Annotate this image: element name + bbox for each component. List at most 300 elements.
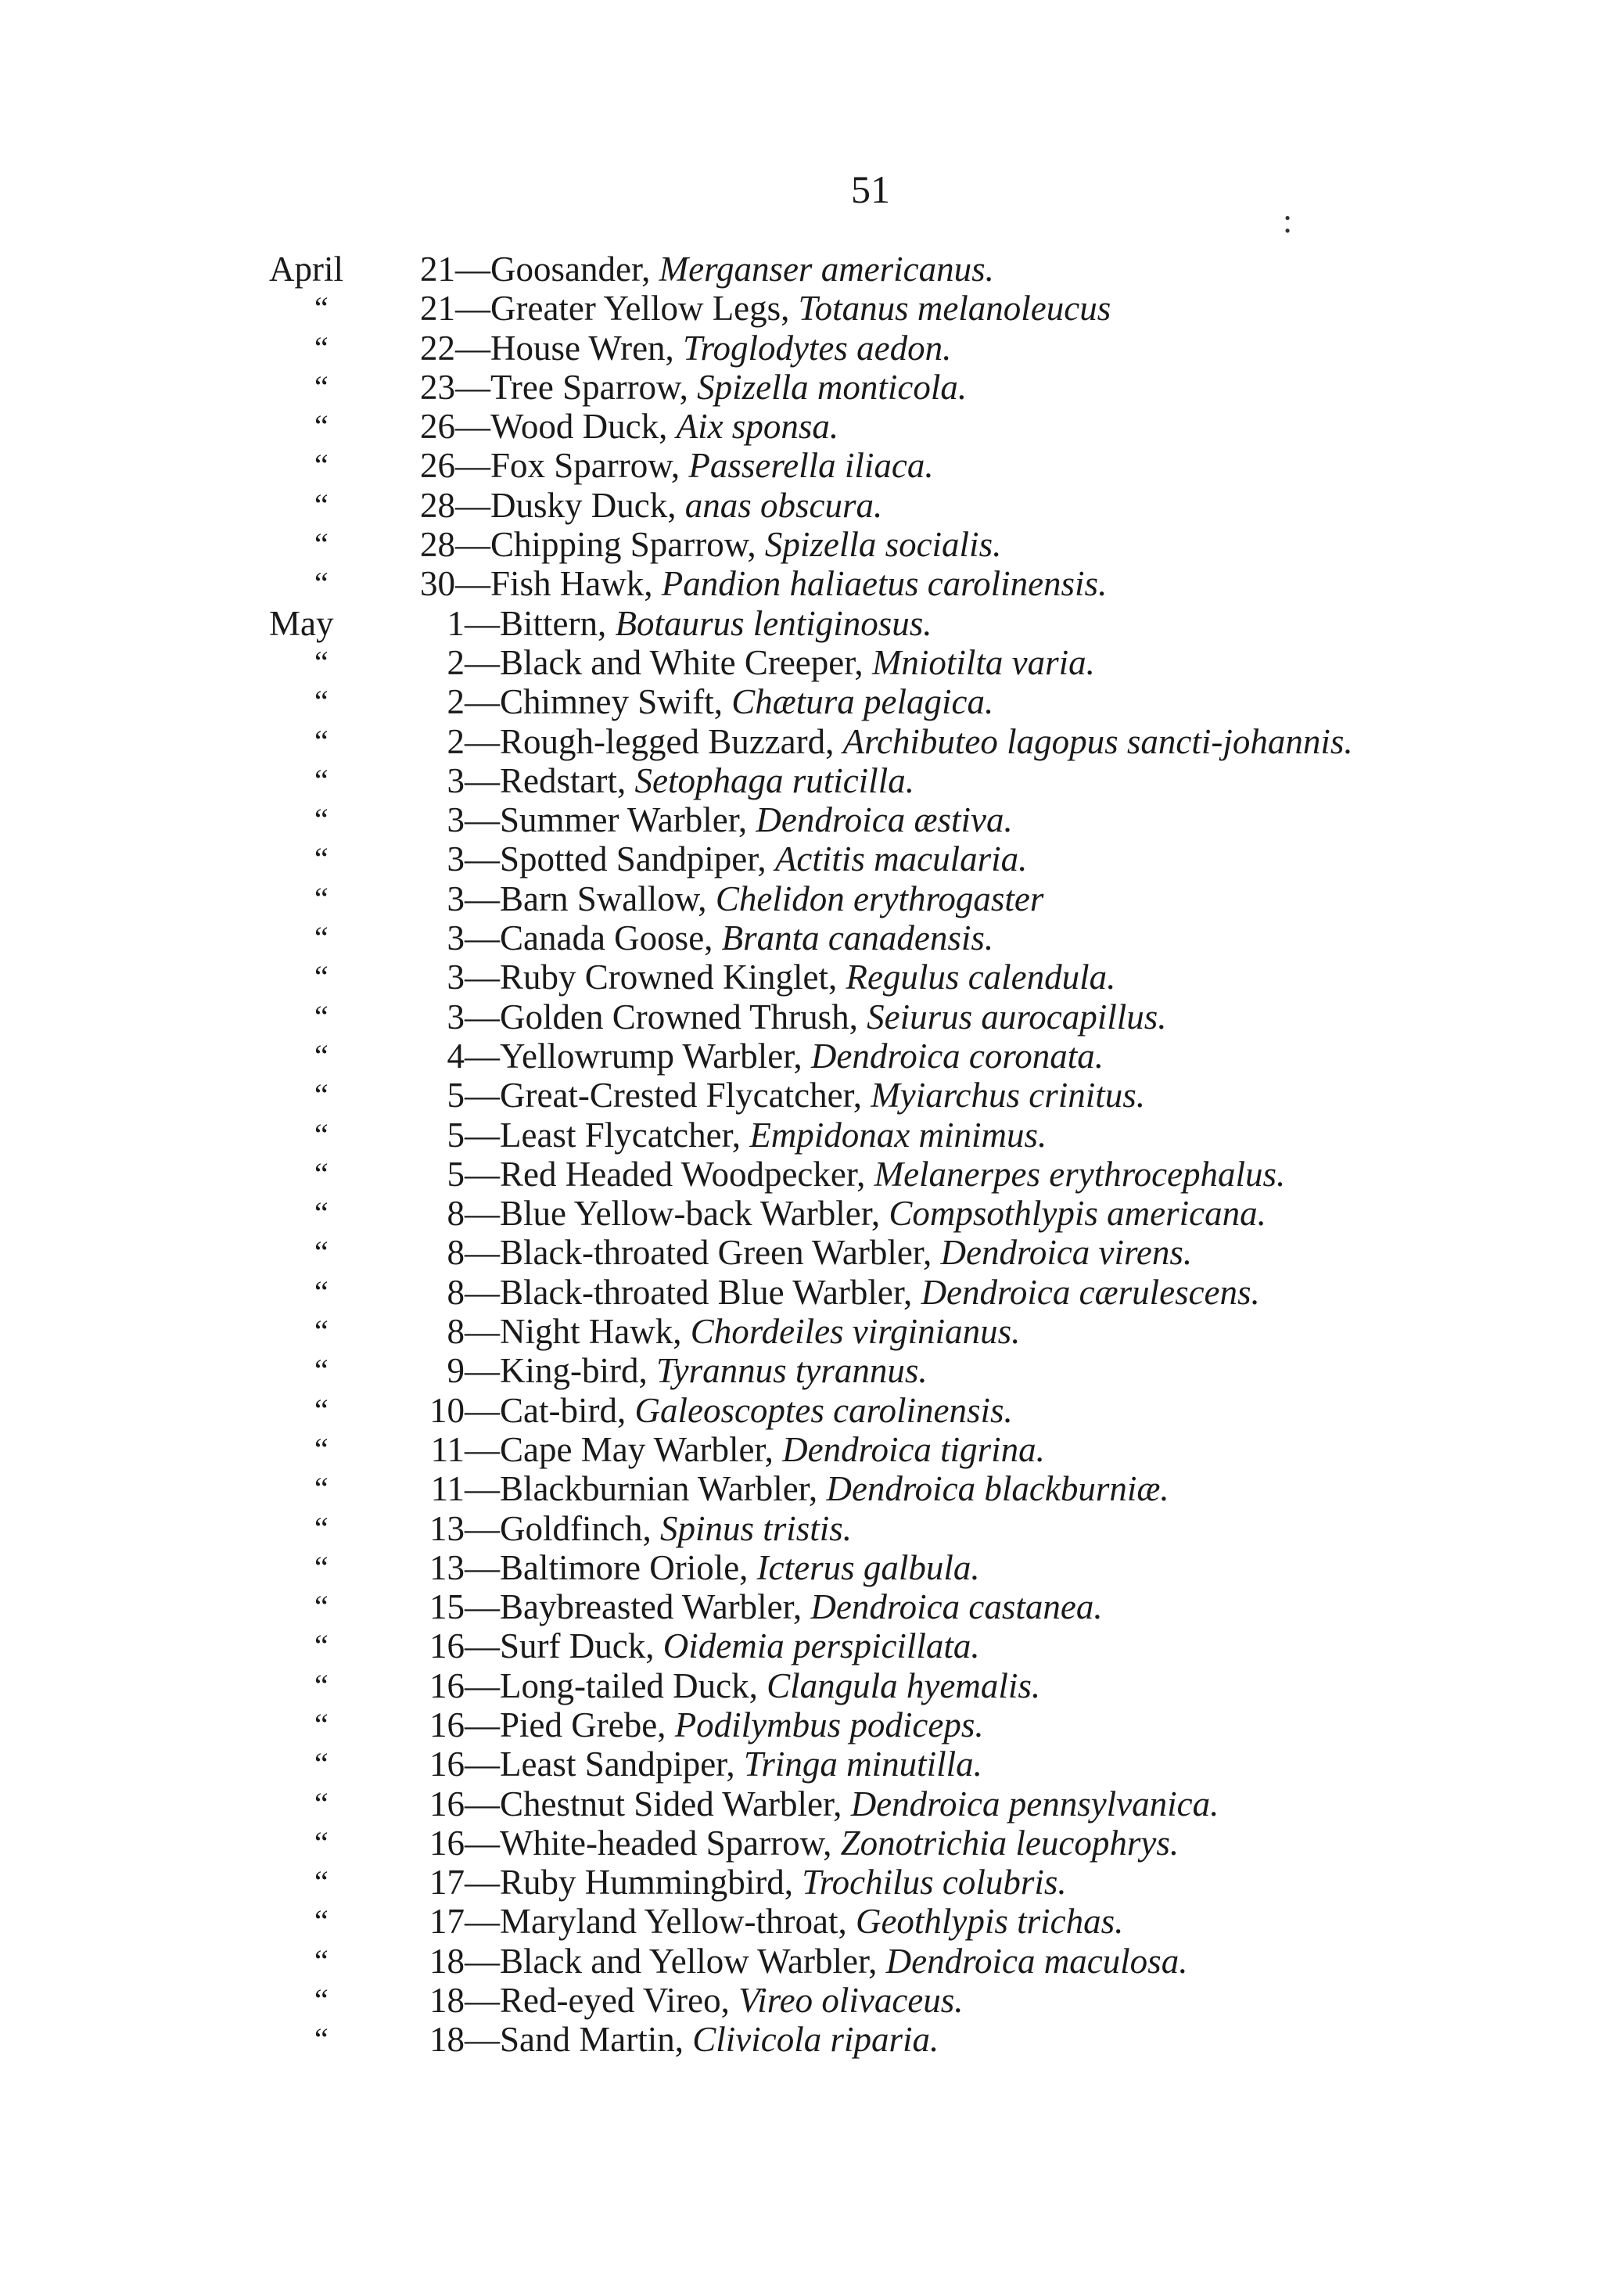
scientific-name: Pandion haliaetus carolinensis.: [661, 564, 1108, 604]
scientific-name: Botaurus lentiginosus.: [615, 603, 932, 643]
list-item: [0, 1626, 1605, 1665]
em-dash: —: [465, 1115, 500, 1155]
scientific-name: Tringa minutilla.: [743, 1744, 982, 1784]
common-name: House Wren,: [490, 328, 674, 368]
entry-text: [391, 329, 951, 368]
entry-text: [400, 1233, 1192, 1272]
common-name: Blue Yellow-back Warbler,: [500, 1194, 881, 1234]
entry-text: [391, 446, 934, 485]
ditto-mark: “: [314, 1353, 329, 1389]
list-item: [0, 1155, 1605, 1194]
entry-text: [400, 643, 1095, 682]
ditto-mark: “: [314, 1628, 329, 1664]
entry-text: [400, 1037, 1104, 1076]
ditto-mark: “: [314, 1510, 329, 1546]
scientific-name: Branta canadensis.: [721, 918, 994, 958]
em-dash: —: [465, 1823, 500, 1863]
common-name: Red-eyed Vireo,: [500, 1981, 730, 2021]
margin-mark: :: [1283, 202, 1293, 240]
ditto-mark: “: [314, 1037, 329, 1073]
list-item: [0, 879, 1605, 918]
common-name: Baybreasted Warbler,: [500, 1587, 802, 1627]
ditto-mark: “: [314, 1195, 329, 1231]
common-name: Red Headed Woodpecker,: [500, 1154, 866, 1194]
common-name: Night Hawk,: [500, 1312, 682, 1352]
entry-day: 3: [447, 839, 465, 879]
entry-day: 16: [429, 1784, 465, 1824]
entry-day: 18: [429, 1981, 465, 2021]
common-name: Great-Crested Flycatcher,: [500, 1076, 862, 1116]
list-item: [0, 368, 1605, 407]
scientific-name: Dendroica tigrina.: [782, 1429, 1045, 1469]
list-item: [0, 407, 1605, 446]
em-dash: —: [465, 918, 500, 958]
entry-day: 3: [447, 760, 465, 800]
common-name: Canada Goose,: [500, 918, 713, 958]
entry-day: 16: [429, 1823, 465, 1863]
em-dash: —: [465, 1626, 500, 1666]
entry-text: [400, 879, 1043, 918]
common-name: Chestnut Sided Warbler,: [500, 1784, 842, 1824]
ditto-mark: “: [314, 2021, 329, 2057]
em-dash: —: [465, 839, 500, 879]
entry-text: [400, 918, 993, 958]
list-item: [0, 2020, 1605, 2059]
entry-day: 5: [447, 1076, 465, 1116]
list-item: [0, 1076, 1605, 1115]
entry-text: [400, 1391, 1013, 1430]
scientific-name: Passerella iliaca.: [688, 446, 934, 486]
entry-text: [400, 1942, 1187, 1981]
scientific-name: Dendroica maculosa.: [885, 1941, 1188, 1981]
common-name: Goldfinch,: [500, 1508, 652, 1548]
entry-text: [400, 1194, 1266, 1233]
em-dash: —: [465, 1981, 500, 2021]
entry-day: 5: [447, 1154, 465, 1194]
em-dash: —: [465, 2020, 500, 2060]
list-item: [0, 604, 1605, 643]
common-name: Bittern,: [500, 603, 607, 643]
entry-text: [400, 839, 1027, 879]
entry-day: 16: [429, 1744, 465, 1784]
ditto-mark: “: [314, 566, 329, 602]
scientific-name: anas obscura.: [684, 485, 883, 525]
entry-text: [400, 1744, 982, 1784]
scientific-name: Chætura pelagica.: [731, 682, 994, 722]
entry-day: 16: [429, 1626, 465, 1666]
scientific-name: Trochilus colubris.: [802, 1863, 1067, 1903]
entry-day: 2: [447, 721, 465, 761]
common-name: Ruby Crowned Kinglet,: [500, 958, 838, 997]
em-dash: —: [465, 682, 500, 722]
list-item: [0, 1430, 1605, 1469]
common-name: Barn Swallow,: [500, 879, 707, 918]
entry-day: 9: [447, 1351, 465, 1391]
entry-text: [400, 1273, 1260, 1312]
list-item: [0, 446, 1605, 485]
common-name: Rough-legged Buzzard,: [500, 721, 835, 761]
common-name: Chipping Sparrow,: [490, 525, 756, 565]
em-dash: —: [465, 1390, 500, 1430]
common-name: Sand Martin,: [500, 2020, 684, 2060]
entry-text: [391, 525, 1001, 564]
scientific-name: Seiurus aurocapillus.: [867, 997, 1167, 1037]
entry-text: [400, 1430, 1045, 1469]
list-item: [0, 486, 1605, 525]
entry-day: 3: [447, 958, 465, 997]
common-name: Black-throated Blue Warbler,: [500, 1272, 913, 1312]
list-item: [0, 1351, 1605, 1390]
entry-text: [391, 564, 1107, 603]
entry-text: [400, 1469, 1169, 1508]
month-label: May: [269, 603, 334, 643]
entry-day: 28: [420, 525, 455, 565]
em-dash: —: [465, 1233, 500, 1273]
list-item: [0, 643, 1605, 682]
scientific-name: Spizella socialis.: [764, 525, 1002, 565]
list-item: [0, 1744, 1605, 1784]
entry-day: 8: [447, 1272, 465, 1312]
entry-text: [400, 1351, 928, 1390]
list-item: [0, 1312, 1605, 1351]
entry-text: [400, 1705, 984, 1744]
ditto-mark: “: [314, 1234, 329, 1270]
list-item: [0, 958, 1605, 997]
common-name: Goosander,: [490, 250, 651, 289]
entry-day: 3: [447, 997, 465, 1037]
list-item: [0, 722, 1605, 761]
em-dash: —: [465, 603, 500, 643]
em-dash: —: [455, 250, 490, 289]
scientific-name: Merganser americanus.: [659, 250, 994, 289]
ditto-mark: “: [314, 447, 329, 483]
common-name: Fish Hawk,: [490, 564, 653, 604]
list-item: [0, 1942, 1605, 1981]
em-dash: —: [465, 1154, 500, 1194]
common-name: Fox Sparrow,: [490, 446, 680, 486]
scientific-name: Clivicola riparia.: [692, 2020, 939, 2060]
entry-text: [391, 289, 1111, 328]
ditto-mark: “: [314, 880, 329, 916]
entry-day: 4: [447, 1036, 465, 1076]
common-name: Redstart,: [500, 760, 627, 800]
common-name: Maryland Yellow-throat,: [500, 1902, 847, 1942]
em-dash: —: [465, 800, 500, 840]
scientific-name: Empidonax minimus.: [749, 1115, 1047, 1155]
entry-day: 21: [420, 289, 455, 329]
list-item: [0, 1233, 1605, 1272]
entry-day: 10: [429, 1390, 465, 1430]
scientific-name: Archibuteo lagopus sancti-johannis.: [842, 721, 1353, 761]
em-dash: —: [465, 1076, 500, 1116]
list-item: [0, 1705, 1605, 1744]
scientific-name: Dendroica castanea.: [810, 1587, 1103, 1627]
em-dash: —: [465, 1547, 500, 1587]
ditto-mark: “: [314, 959, 329, 995]
entry-day: 16: [429, 1665, 465, 1705]
ditto-mark: “: [314, 802, 329, 838]
scientific-name: Dendroica blackburniæ.: [826, 1469, 1169, 1509]
scientific-name: Dendroica æstiva.: [756, 800, 1013, 840]
entry-day: 3: [447, 918, 465, 958]
entry-day: 18: [429, 2020, 465, 2060]
ditto-mark: “: [314, 1864, 329, 1900]
entry-text: [400, 1587, 1103, 1626]
common-name: Baltimore Oriole,: [500, 1547, 749, 1587]
scientific-name: Dendroica pennsylvanica.: [850, 1784, 1219, 1824]
entry-text: [400, 1863, 1067, 1902]
em-dash: —: [465, 1036, 500, 1076]
entry-day: 5: [447, 1115, 465, 1155]
entry-day: 8: [447, 1194, 465, 1234]
ditto-mark: “: [314, 1903, 329, 1939]
em-dash: —: [455, 525, 490, 565]
entry-day: 3: [447, 800, 465, 840]
ditto-mark: “: [314, 644, 329, 680]
common-name: Black and Yellow Warbler,: [500, 1941, 878, 1981]
em-dash: —: [465, 1665, 500, 1705]
entry-text: [400, 1155, 1285, 1194]
list-item: [0, 761, 1605, 800]
scientific-name: Chelidon erythrogaster: [715, 879, 1044, 918]
entry-text: [400, 1824, 1179, 1863]
entry-text: [400, 1626, 980, 1665]
ditto-mark: “: [314, 368, 329, 404]
ditto-mark: “: [314, 1392, 329, 1428]
em-dash: —: [465, 721, 500, 761]
list-item: [0, 1824, 1605, 1863]
common-name: Long-tailed Duck,: [500, 1665, 758, 1705]
entry-text: [400, 800, 1013, 839]
common-name: Pied Grebe,: [500, 1705, 666, 1744]
ditto-mark: “: [314, 1785, 329, 1821]
list-item: [0, 525, 1605, 564]
list-item: [0, 1981, 1605, 2020]
entry-text: [400, 1981, 964, 2020]
common-name: Summer Warbler,: [500, 800, 748, 840]
common-name: White-headed Sparrow,: [500, 1823, 832, 1863]
entry-day: 15: [429, 1587, 465, 1627]
ditto-mark: “: [314, 1824, 329, 1860]
scientific-name: Clangula hyemalis.: [767, 1665, 1041, 1705]
ditto-mark: “: [314, 1471, 329, 1507]
entry-text: [400, 1312, 1020, 1351]
ditto-mark: “: [314, 526, 329, 562]
em-dash: —: [455, 367, 490, 407]
em-dash: —: [465, 1705, 500, 1744]
common-name: Least Flycatcher,: [500, 1115, 741, 1155]
list-item: [0, 329, 1605, 368]
common-name: King-bird,: [500, 1351, 648, 1391]
list-item: [0, 997, 1605, 1037]
common-name: Chimney Swift,: [500, 682, 724, 722]
entry-text: [400, 997, 1166, 1037]
ditto-mark: “: [314, 684, 329, 720]
entry-day: 2: [447, 642, 465, 682]
entry-text: [391, 486, 882, 525]
scientific-name: Melanerpes erythrocephalus.: [874, 1154, 1286, 1194]
entry-day: 8: [447, 1312, 465, 1352]
entry-day: 2: [447, 682, 465, 722]
common-name: Wood Duck,: [490, 407, 668, 447]
scientific-name: Aix sponsa.: [676, 407, 839, 447]
ditto-mark: “: [314, 1116, 329, 1152]
em-dash: —: [455, 289, 490, 329]
scientific-name: Vireo olivaceus.: [738, 1981, 964, 2021]
entry-text: [400, 1666, 1040, 1705]
entry-day: 11: [430, 1429, 465, 1469]
em-dash: —: [455, 564, 490, 604]
common-name: Blackburnian Warbler,: [500, 1469, 818, 1509]
scientific-name: Compsothlypis americana.: [889, 1194, 1266, 1234]
entry-day: 1: [447, 603, 465, 643]
common-name: Yellowrump Warbler,: [500, 1036, 802, 1076]
ditto-mark: “: [314, 1942, 329, 1978]
month-label: April: [269, 250, 343, 289]
list-item: [0, 918, 1605, 958]
list-item: [0, 1391, 1605, 1430]
scientific-name: Oidemia perspicillata.: [662, 1626, 980, 1666]
entry-text: [400, 2020, 939, 2059]
ditto-mark: “: [314, 1589, 329, 1625]
list-item: [0, 1548, 1605, 1587]
entry-day: 3: [447, 879, 465, 918]
entry-day: 13: [429, 1547, 465, 1587]
entry-day: 11: [430, 1469, 465, 1509]
ditto-mark: “: [314, 841, 329, 877]
list-item: [0, 1194, 1605, 1233]
em-dash: —: [465, 997, 500, 1037]
em-dash: —: [465, 1194, 500, 1234]
entry-text: [400, 958, 1115, 997]
scientific-name: Totanus melanoleucus: [798, 289, 1111, 329]
entry-day: 13: [429, 1508, 465, 1548]
scientific-name: Galeoscoptes carolinensis.: [634, 1390, 1013, 1430]
ditto-mark: “: [314, 1077, 329, 1113]
em-dash: —: [465, 760, 500, 800]
ditto-mark: “: [314, 1155, 329, 1191]
em-dash: —: [465, 1272, 500, 1312]
entry-day: 17: [429, 1863, 465, 1903]
common-name: Cat-bird,: [500, 1390, 627, 1430]
ditto-mark: “: [314, 1313, 329, 1349]
entry-text: [400, 722, 1353, 761]
entry-text: [400, 1509, 852, 1548]
ditto-mark: “: [314, 998, 329, 1034]
em-dash: —: [465, 642, 500, 682]
em-dash: —: [455, 407, 490, 447]
entry-text: [400, 682, 993, 721]
em-dash: —: [465, 1863, 500, 1903]
scientific-name: Icterus galbula.: [756, 1547, 980, 1587]
em-dash: —: [465, 1902, 500, 1942]
entry-text: [391, 250, 994, 289]
entry-day: 16: [429, 1705, 465, 1744]
entry-day: 26: [420, 446, 455, 486]
ditto-mark: “: [314, 1274, 329, 1310]
ditto-mark: “: [314, 1667, 329, 1703]
entry-day: 22: [420, 328, 455, 368]
list-item: [0, 289, 1605, 328]
em-dash: —: [465, 1508, 500, 1548]
list-item: [0, 1273, 1605, 1312]
scientific-name: Tyrannus tyrannus.: [655, 1351, 928, 1391]
entry-day: 21: [420, 250, 455, 289]
common-name: Surf Duck,: [500, 1626, 655, 1666]
scientific-name: Myiarchus crinitus.: [871, 1076, 1146, 1116]
common-name: Ruby Hummingbird,: [500, 1863, 794, 1903]
em-dash: —: [465, 1784, 500, 1824]
entry-text: [400, 604, 932, 643]
scientific-name: Podilymbus podiceps.: [674, 1705, 984, 1744]
ditto-mark: “: [314, 1746, 329, 1782]
em-dash: —: [465, 1312, 500, 1352]
entry-day: 28: [420, 485, 455, 525]
em-dash: —: [465, 1941, 500, 1981]
arrival-list: [0, 250, 1605, 2060]
list-item: [0, 1863, 1605, 1902]
entry-text: [400, 761, 914, 800]
ditto-mark: “: [314, 920, 329, 956]
scientific-name: Mniotilta varia.: [871, 642, 1095, 682]
scientific-name: Zonotrichia leucophrys.: [840, 1823, 1180, 1863]
ditto-mark: “: [314, 290, 329, 326]
common-name: Black-throated Green Warbler,: [500, 1233, 932, 1273]
entry-text: [400, 1076, 1145, 1115]
list-item: [0, 1587, 1605, 1626]
list-item: [0, 564, 1605, 603]
scientific-name: Dendroica virens.: [940, 1233, 1193, 1273]
ditto-mark: “: [314, 1431, 329, 1467]
entry-day: 17: [429, 1902, 465, 1942]
common-name: Greater Yellow Legs,: [490, 289, 790, 329]
scientific-name: Dendroica coronata.: [810, 1036, 1104, 1076]
page-number: 51: [851, 167, 890, 211]
ditto-mark: “: [314, 1549, 329, 1585]
list-item: [0, 1509, 1605, 1548]
em-dash: —: [465, 879, 500, 918]
entry-day: 30: [420, 564, 455, 604]
ditto-mark: “: [314, 1982, 329, 2018]
common-name: Spotted Sandpiper,: [500, 839, 767, 879]
ditto-mark: “: [314, 408, 329, 444]
em-dash: —: [465, 1744, 500, 1784]
ditto-mark: “: [314, 1706, 329, 1742]
em-dash: —: [465, 958, 500, 997]
common-name: Black and White Creeper,: [500, 642, 864, 682]
scientific-name: Geothlypis trichas.: [855, 1902, 1124, 1942]
scientific-name: Chordeiles virginianus.: [690, 1312, 1021, 1352]
scientific-name: Regulus calendula.: [846, 958, 1116, 997]
list-item: [0, 682, 1605, 721]
entry-day: 23: [420, 367, 455, 407]
entry-text: [400, 1902, 1123, 1941]
em-dash: —: [465, 1587, 500, 1627]
em-dash: —: [465, 1469, 500, 1509]
em-dash: —: [465, 1351, 500, 1391]
list-item: [0, 800, 1605, 839]
list-item: [0, 1666, 1605, 1705]
entry-text: [400, 1548, 980, 1587]
common-name: Golden Crowned Thrush,: [500, 997, 858, 1037]
ditto-mark: “: [314, 329, 329, 365]
entry-text: [400, 1784, 1219, 1824]
common-name: Dusky Duck,: [490, 485, 677, 525]
common-name: Tree Sparrow,: [490, 367, 688, 407]
list-item: [0, 1784, 1605, 1824]
list-item: [0, 1037, 1605, 1076]
ditto-mark: “: [314, 762, 329, 798]
